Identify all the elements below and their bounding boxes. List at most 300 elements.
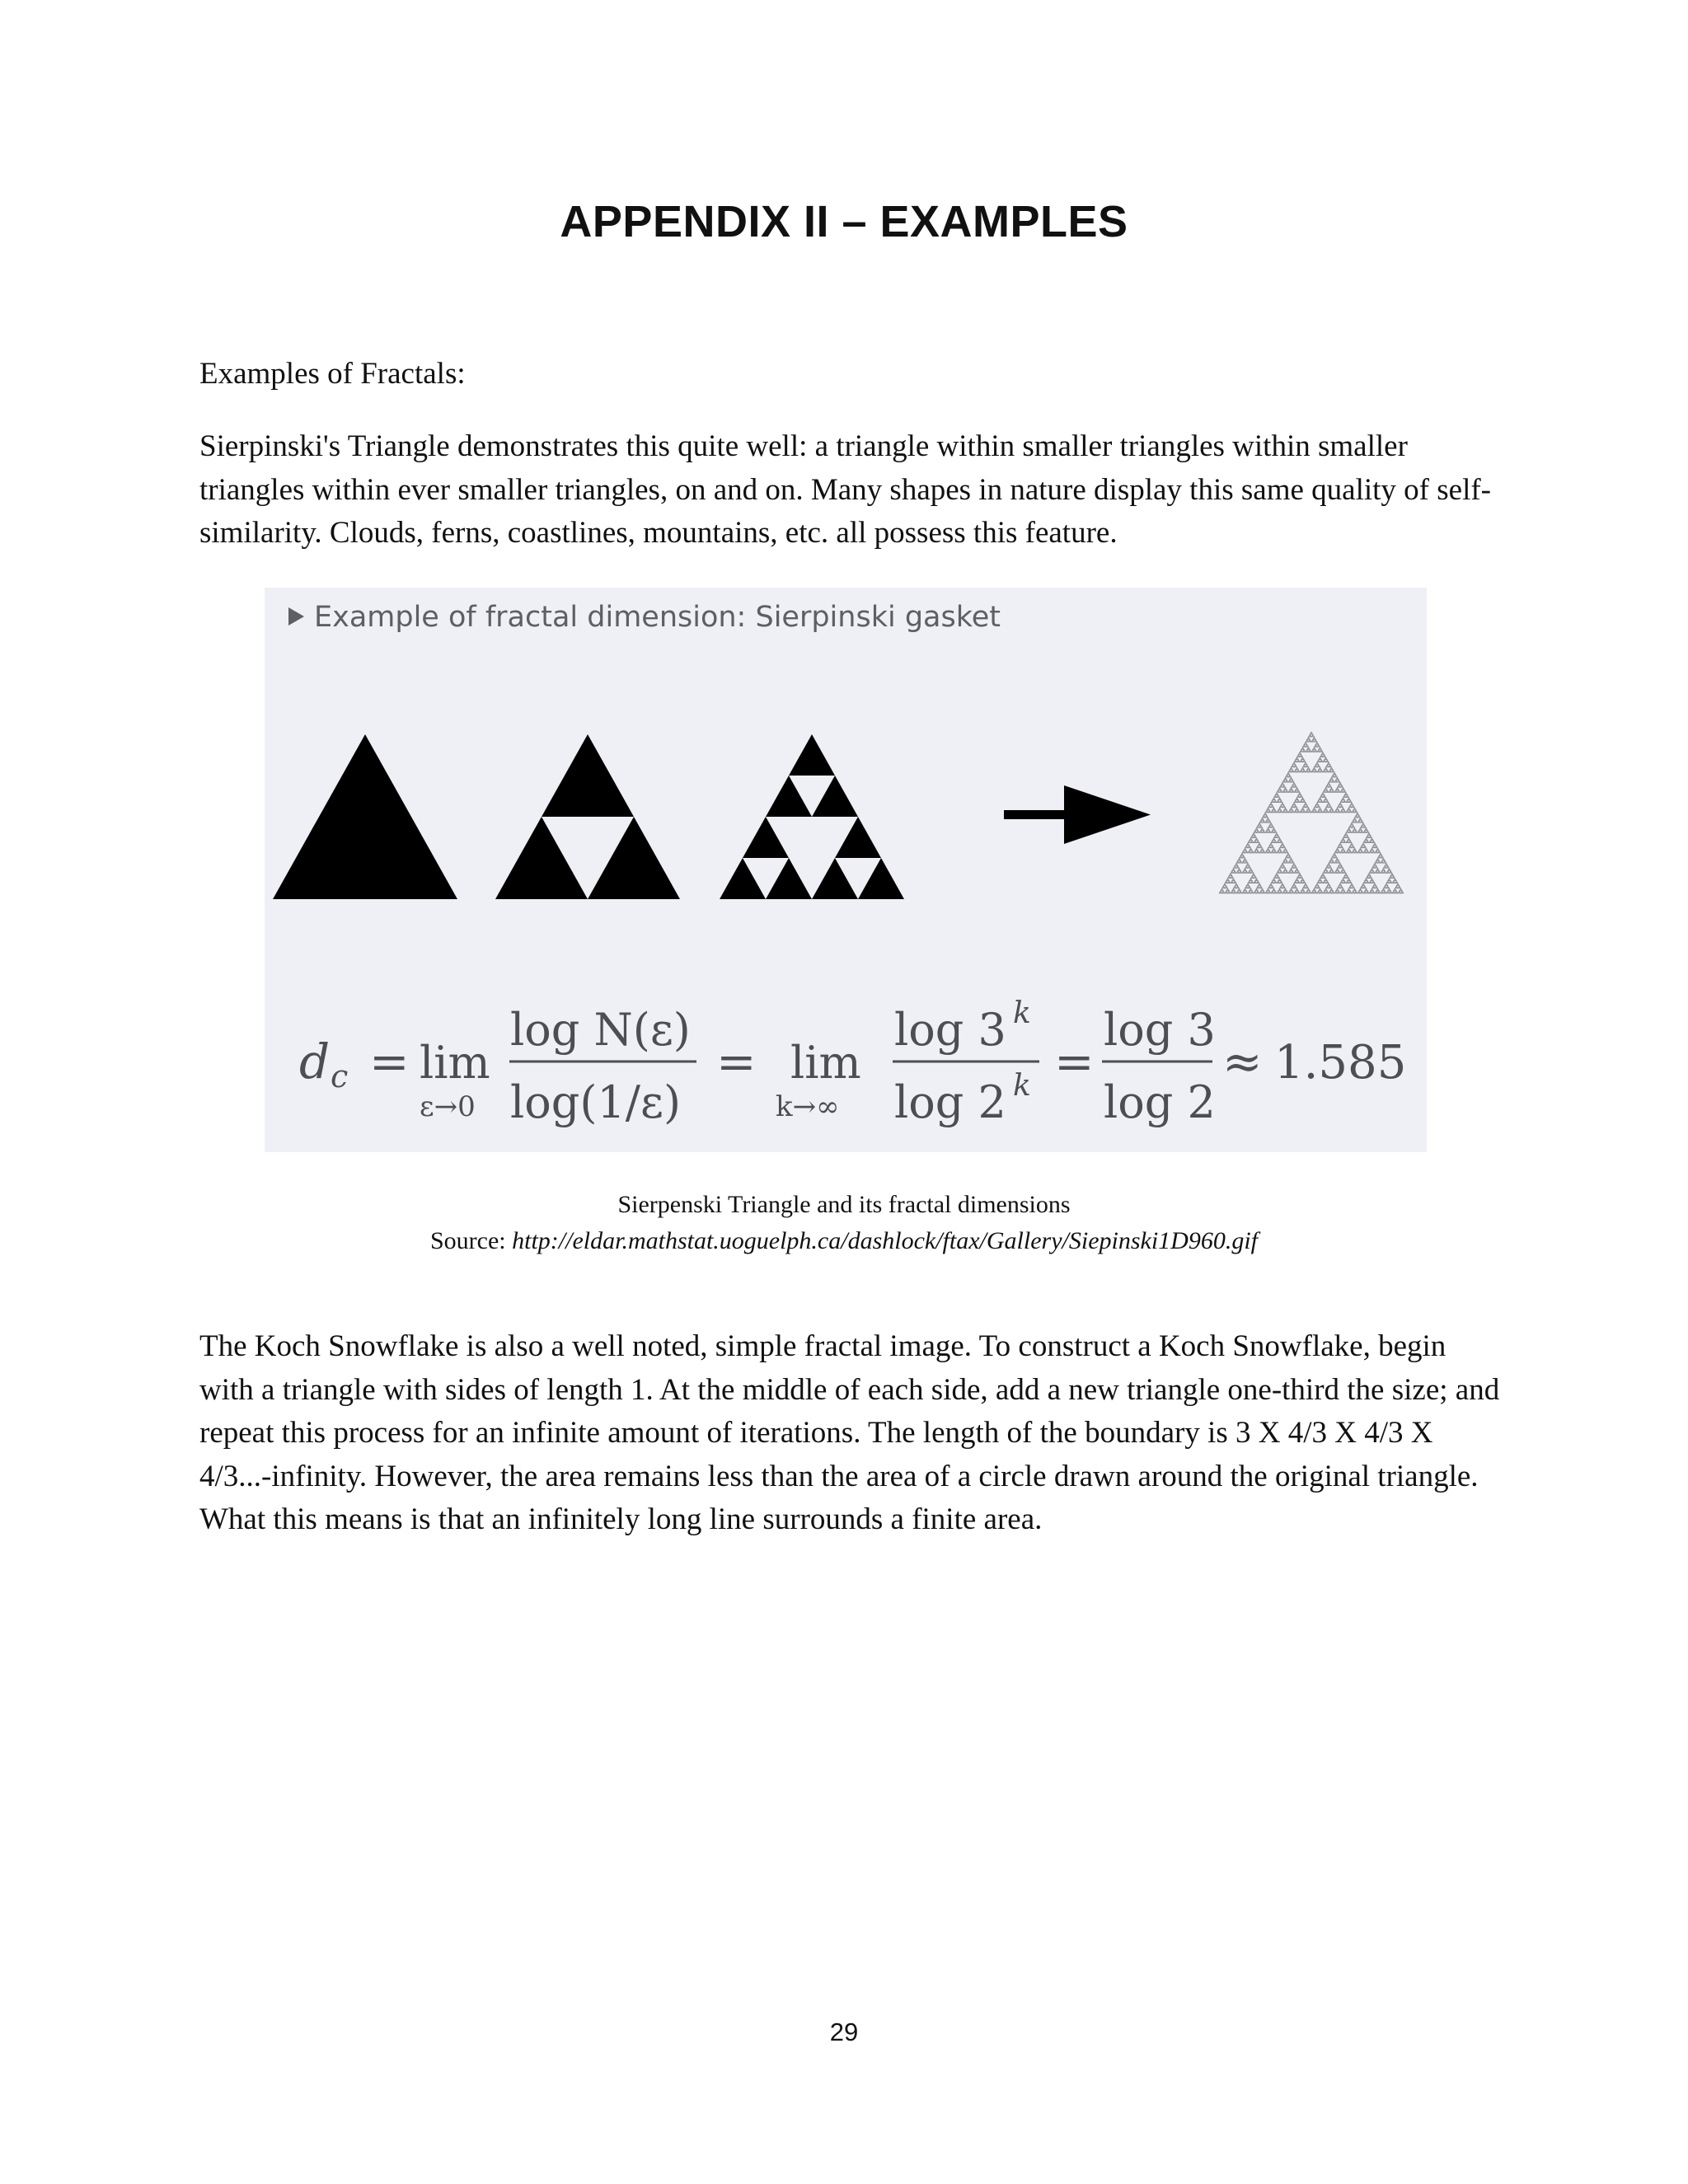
- gasket-triangle: [1378, 870, 1381, 873]
- gasket-triangle: [1315, 883, 1319, 886]
- gasket-triangle: [1290, 868, 1293, 870]
- gasket-triangle: [1323, 891, 1326, 893]
- gasket-triangle: [1240, 870, 1243, 873]
- gasket-triangle: [1338, 865, 1341, 868]
- gasket-triangle: [1309, 749, 1312, 752]
- gasket-triangle: [1327, 782, 1330, 785]
- gasket-triangle: [1306, 805, 1309, 808]
- gasket-triangle: [1343, 876, 1347, 879]
- gasket-triangle: [1288, 780, 1292, 782]
- gasket-triangle: [1255, 838, 1259, 841]
- gasket-triangle: [1378, 855, 1381, 858]
- gasket-triangle: [1245, 870, 1249, 873]
- gasket-triangle: [1333, 772, 1336, 775]
- gasket-triangle: [1317, 800, 1320, 803]
- gasket-triangle: [1234, 886, 1237, 888]
- gasket-triangle: [1288, 810, 1292, 813]
- fractal-dimension-formula: [299, 996, 1406, 1128]
- gasket-triangle: [1363, 891, 1367, 893]
- gasket-triangle: [1300, 891, 1303, 893]
- gasket-triangle: [1281, 883, 1284, 886]
- gasket-triangle: [1378, 860, 1381, 863]
- gasket-triangle: [1376, 868, 1380, 870]
- gasket-triangle: [1275, 874, 1278, 876]
- gasket-triangle: [1315, 749, 1318, 752]
- gasket-triangle: [1284, 858, 1287, 860]
- gasket-triangle: [1251, 881, 1254, 883]
- gasket-triangle: [1286, 870, 1289, 873]
- gasket-triangle: [1326, 765, 1329, 767]
- gasket-triangle: [1240, 860, 1243, 863]
- gasket-triangle: [1326, 810, 1329, 813]
- gasket-triangle: [1236, 865, 1240, 868]
- gasket-triangle: [1301, 747, 1305, 749]
- gasket-triangle: [1334, 891, 1338, 893]
- gasket-triangle: [1304, 803, 1307, 805]
- gasket-triangle: [1378, 851, 1381, 853]
- gasket-triangle: [1320, 810, 1324, 813]
- gasket-triangle: [1286, 780, 1289, 782]
- gasket-triangle: [1294, 760, 1297, 762]
- gasket-triangle: [1355, 810, 1358, 813]
- gasket-triangle: [743, 817, 789, 858]
- gasket-triangle: [1359, 888, 1362, 891]
- gasket-triangle: [1294, 870, 1297, 873]
- gasket-triangle: [1372, 846, 1376, 848]
- gasket-triangle: [1332, 891, 1335, 893]
- gasket-triangle: [1277, 795, 1280, 798]
- gasket-triangle: [1259, 846, 1263, 848]
- gasket-triangle: [1317, 749, 1320, 752]
- gasket-triangle: [1280, 886, 1283, 888]
- gasket-triangle: [1343, 870, 1347, 873]
- gasket-triangle: [1320, 755, 1324, 757]
- gasket-triangle: [1371, 888, 1374, 891]
- gasket-triangle: [1344, 793, 1348, 795]
- gasket-triangle: [1277, 836, 1280, 838]
- gasket-triangle: [1242, 851, 1245, 853]
- gasket-triangle: [1281, 782, 1284, 785]
- gasket-triangle: [1355, 820, 1358, 823]
- gasket-triangle: [1330, 767, 1334, 770]
- gasket-triangle: [1255, 827, 1259, 830]
- gasket-triangle: [1277, 800, 1280, 803]
- gasket-triangle: [1392, 876, 1395, 879]
- gasket-triangle: [1349, 886, 1353, 888]
- figure-caption-source: [0, 1223, 1688, 1259]
- gasket-triangle: [1362, 883, 1365, 886]
- gasket-triangle: [1261, 818, 1264, 820]
- gasket-triangle: [1394, 879, 1397, 881]
- gasket-triangle: [1246, 843, 1250, 846]
- gasket-triangle: [1250, 868, 1253, 870]
- gasket-triangle: [1235, 863, 1238, 865]
- gasket-triangle: [1346, 810, 1349, 813]
- gasket-triangle: [1344, 874, 1348, 876]
- gasket-triangle: [1303, 891, 1306, 893]
- gasket-triangle: [1268, 825, 1272, 827]
- gasket-triangle: [1259, 891, 1263, 893]
- gasket-triangle: [1315, 803, 1319, 805]
- gasket-triangle: [1325, 798, 1328, 800]
- gasket-triangle: [1350, 803, 1353, 805]
- gasket-triangle: [1257, 830, 1260, 832]
- gasket-triangle: [1303, 770, 1306, 772]
- gasket-triangle: [1338, 810, 1341, 813]
- gasket-triangle: [1320, 891, 1324, 893]
- gasket-triangle: [1342, 848, 1345, 851]
- gasket-triangle: [1245, 891, 1249, 893]
- gasket-triangle: [1294, 891, 1297, 893]
- gasket-triangle: [1303, 810, 1306, 813]
- gasket-triangle: [1323, 800, 1326, 803]
- gasket-triangle: [1271, 825, 1274, 827]
- gasket-triangle: [1306, 770, 1309, 772]
- gasket-triangle: [1329, 770, 1332, 772]
- gasket-triangle: [1282, 851, 1286, 853]
- gasket-triangle: [1394, 888, 1397, 891]
- gasket-triangle: [1349, 846, 1353, 848]
- gasket-triangle: [1381, 891, 1384, 893]
- gasket-triangle: [1363, 846, 1367, 848]
- gasket-triangle: [1384, 891, 1387, 893]
- gasket-triangle: [1250, 838, 1253, 841]
- formula-frac2-den: log 2: [894, 1076, 1006, 1128]
- gasket-triangle: [1325, 757, 1328, 760]
- gasket-triangle: [1297, 795, 1301, 798]
- gasket-triangle: [1350, 823, 1353, 825]
- gasket-triangle: [1315, 886, 1318, 888]
- gasket-triangle: [1294, 881, 1297, 883]
- gasket-triangle: [1323, 870, 1326, 873]
- gasket-triangle: [1311, 810, 1315, 813]
- gasket-triangle: [1353, 808, 1357, 810]
- gasket-triangle: [1267, 888, 1270, 891]
- gasket-triangle: [1234, 865, 1237, 868]
- gasket-triangle: [1352, 805, 1355, 808]
- gasket-triangle: [1248, 870, 1251, 873]
- gasket-triangle: [1313, 767, 1316, 770]
- gasket-triangle: [1284, 787, 1287, 790]
- gasket-triangle: [1390, 891, 1393, 893]
- sierpinski-limit: [1219, 732, 1404, 893]
- gasket-triangle: [1338, 891, 1341, 893]
- gasket-triangle: [1269, 803, 1273, 805]
- gasket-triangle: [1353, 827, 1357, 830]
- gasket-triangle: [1252, 874, 1255, 876]
- gasket-triangle: [1259, 830, 1263, 832]
- gasket-triangle: [1315, 742, 1319, 744]
- gasket-triangle: [1353, 818, 1357, 820]
- gasket-triangle: [1296, 879, 1299, 881]
- gasket-triangle: [1346, 891, 1349, 893]
- gasket-triangle: [1255, 879, 1259, 881]
- gasket-triangle: [1250, 848, 1253, 851]
- gasket-triangle: [1352, 891, 1355, 893]
- gasket-triangle: [1284, 868, 1287, 870]
- gasket-triangle: [1273, 848, 1276, 851]
- gasket-triangle: [1343, 881, 1347, 883]
- gasket-triangle: [1400, 888, 1403, 891]
- gasket-triangle: [1401, 891, 1404, 893]
- gasket-triangle: [1326, 785, 1329, 787]
- formula-equals-1: =: [369, 1033, 410, 1090]
- gasket-triangle: [1367, 874, 1371, 876]
- gasket-triangle: [1288, 775, 1292, 777]
- gasket-triangle: [1357, 891, 1361, 893]
- gasket-triangle: [1392, 881, 1395, 883]
- gasket-triangle: [1294, 785, 1297, 787]
- gasket-triangle: [1321, 793, 1325, 795]
- gasket-triangle: [1346, 836, 1349, 838]
- gasket-triangle: [1296, 787, 1299, 790]
- gasket-triangle: [1292, 765, 1295, 767]
- gasket-triangle: [1297, 770, 1301, 772]
- gasket-triangle: [1269, 883, 1273, 886]
- gasket-triangle: [1236, 860, 1240, 863]
- gasket-triangle: [1349, 881, 1353, 883]
- gasket-triangle: [1325, 787, 1328, 790]
- gasket-triangle: [1392, 891, 1395, 893]
- gasket-triangle: [1306, 765, 1309, 767]
- gasket-triangle: [1388, 879, 1391, 881]
- gasket-triangle: [1339, 843, 1342, 846]
- gasket-triangle: [1343, 851, 1347, 853]
- gasket-triangle: [1290, 767, 1293, 770]
- gasket-triangle: [1280, 785, 1283, 787]
- gasket-triangle: [1359, 848, 1362, 851]
- gasket-triangle: [1268, 851, 1272, 853]
- koch-paragraph: The Koch Snowflake is also a well noted, simple fractal image. To construct a Koch Snowflake, begin with a triangle with sides of length 1. At the middle of each side, add a new triangle one-third the size; and repeat this process for an infinite amount of iterations. The length of the boundary is 3 X 4/3 X 4/3 X 4/3...-infinity. However, the area remains less than the area of a circle drawn around the original triangle. What this means is that an infinitely long line surrounds a finite area.: [199, 1329, 1500, 1536]
- gasket-triangle: [1367, 830, 1370, 832]
- gasket-triangle: [1338, 846, 1341, 848]
- gasket-triangle: [1386, 891, 1390, 893]
- gasket-triangle: [720, 858, 766, 899]
- gasket-triangle: [1265, 810, 1268, 813]
- page-number: 29: [829, 2018, 859, 2046]
- gasket-triangle: [1315, 770, 1318, 772]
- gasket-triangle: [1271, 800, 1274, 803]
- gasket-triangle: [1355, 851, 1358, 853]
- gasket-triangle: [1386, 865, 1390, 868]
- gasket-triangle: [1323, 790, 1326, 792]
- gasket-triangle: [1282, 870, 1286, 873]
- gasket-triangle: [588, 817, 680, 899]
- gasket-triangle: [1317, 891, 1320, 893]
- gasket-triangle: [1282, 891, 1286, 893]
- gasket-triangle: [1332, 870, 1335, 873]
- gasket-triangle: [1274, 795, 1278, 798]
- formula-frac1-num: log N(ε): [510, 1004, 691, 1056]
- gasket-triangle: [812, 858, 858, 899]
- gasket-triangle: [1320, 881, 1324, 883]
- gasket-triangle: [1292, 870, 1295, 873]
- gasket-triangle: [1381, 860, 1384, 863]
- gasket-triangle: [1259, 820, 1263, 823]
- gasket-triangle: [1278, 879, 1282, 881]
- gasket-triangle: [1280, 881, 1283, 883]
- gasket-triangle: [1234, 870, 1237, 873]
- gasket-triangle: [1307, 767, 1311, 770]
- gasket-triangle: [1323, 810, 1326, 813]
- gasket-triangle: [1339, 782, 1342, 785]
- gasket-triangle: [1261, 827, 1264, 830]
- gasket-triangle: [1274, 830, 1278, 832]
- gasket-triangle: [1310, 732, 1313, 734]
- gasket-triangle: [1286, 810, 1289, 813]
- gasket-triangle: [1265, 820, 1268, 823]
- gasket-triangle: [1361, 825, 1364, 827]
- gasket-triangle: [1277, 790, 1280, 792]
- gasket-triangle: [1321, 752, 1325, 755]
- gasket-triangle: [1334, 851, 1338, 853]
- gasket-triangle: [1346, 881, 1349, 883]
- gasket-triangle: [1371, 868, 1374, 870]
- formula-lim-1: lim: [420, 1037, 490, 1089]
- gasket-triangle: [1284, 888, 1287, 891]
- gasket-triangle: [1282, 805, 1286, 808]
- gasket-triangle: [1369, 881, 1372, 883]
- gasket-triangle: [1340, 870, 1343, 873]
- gasket-triangle: [1329, 765, 1332, 767]
- gasket-triangle: [1307, 737, 1311, 739]
- gasket-triangle: [1265, 830, 1268, 832]
- gasket-triangle: [1372, 851, 1376, 853]
- gasket-triangle: [1343, 800, 1347, 803]
- gasket-triangle: [1223, 883, 1226, 886]
- gasket-triangle: [1319, 879, 1322, 881]
- gasket-triangle: [1300, 795, 1303, 798]
- gasket-triangle: [1296, 798, 1299, 800]
- gasket-triangle: [1384, 870, 1387, 873]
- gasket-triangle: [1309, 739, 1312, 742]
- gasket-triangle: [1297, 755, 1301, 757]
- gasket-triangle: [1384, 860, 1387, 863]
- gasket-triangle: [1251, 870, 1254, 873]
- gasket-triangle: [1395, 881, 1399, 883]
- gasket-triangle: [1350, 843, 1353, 846]
- gasket-triangle: [1282, 785, 1286, 787]
- gasket-triangle: [1372, 881, 1376, 883]
- gasket-triangle: [1390, 876, 1393, 879]
- gasket-triangle: [1294, 886, 1297, 888]
- gasket-triangle: [1306, 744, 1309, 747]
- gasket-triangle: [1245, 846, 1249, 848]
- gasket-triangle: [1375, 851, 1378, 853]
- gasket-triangle: [1287, 772, 1290, 775]
- gasket-triangle: [1323, 770, 1326, 772]
- gasket-triangle: [1280, 891, 1283, 893]
- formula-frac2-den-sup: k: [1013, 1069, 1031, 1103]
- sierpinski-level-2: [720, 734, 904, 899]
- gasket-triangle: [1395, 886, 1399, 888]
- gasket-triangle: [1385, 863, 1388, 865]
- gasket-triangle: [1290, 858, 1293, 860]
- gasket-triangle: [1301, 879, 1305, 881]
- gasket-triangle: [1342, 868, 1345, 870]
- gasket-triangle: [1251, 876, 1254, 879]
- gasket-triangle: [1296, 808, 1299, 810]
- gasket-triangle: [1274, 841, 1278, 843]
- gasket-triangle: [1325, 767, 1328, 770]
- gasket-triangle: [1280, 846, 1283, 848]
- gasket-triangle: [1244, 888, 1247, 891]
- formula-frac1-den: log(1/ε): [510, 1076, 682, 1128]
- gasket-triangle: [1382, 868, 1386, 870]
- gasket-triangle: [1259, 825, 1263, 827]
- gasket-triangle: [1280, 800, 1283, 803]
- gasket-triangle: [1340, 805, 1343, 808]
- gasket-triangle: [1326, 865, 1329, 868]
- gasket-triangle: [1342, 879, 1345, 881]
- gasket-triangle: [1303, 886, 1306, 888]
- gasket-triangle: [1268, 891, 1272, 893]
- gasket-triangle: [1244, 868, 1247, 870]
- gasket-triangle: [1267, 827, 1270, 830]
- sierpinski-level-1: [495, 734, 680, 899]
- gasket-triangle: [1255, 848, 1259, 851]
- gasket-triangle: [1251, 891, 1254, 893]
- gasket-triangle: [1320, 876, 1324, 879]
- gasket-triangle: [1300, 800, 1303, 803]
- gasket-triangle: [1277, 891, 1280, 893]
- gasket-triangle: [1361, 851, 1364, 853]
- gasket-triangle: [1301, 888, 1305, 891]
- formula-result: 1.585: [1274, 1036, 1407, 1090]
- gasket-triangle: [1320, 800, 1324, 803]
- gasket-triangle: [1388, 888, 1391, 891]
- gasket-triangle: [1375, 860, 1378, 863]
- gasket-triangle: [1292, 863, 1296, 865]
- gasket-triangle: [1271, 891, 1274, 893]
- gasket-triangle: [1271, 851, 1274, 853]
- gasket-triangle: [1274, 876, 1278, 879]
- formula-frac2-num: log 3: [894, 1004, 1006, 1056]
- gasket-triangle: [1348, 827, 1351, 830]
- gasket-triangle: [1376, 858, 1380, 860]
- gasket-triangle: [1300, 810, 1303, 813]
- gasket-triangle: [1235, 883, 1238, 886]
- gasket-triangle: [1281, 843, 1284, 846]
- gasket-triangle: [1257, 891, 1260, 893]
- gasket-triangle: [1323, 876, 1326, 879]
- gasket-triangle: [1238, 868, 1241, 870]
- gasket-triangle: [1225, 891, 1228, 893]
- gasket-triangle: [1309, 770, 1312, 772]
- gasket-triangle: [1303, 805, 1306, 808]
- gasket-triangle: [1340, 846, 1343, 848]
- gasket-triangle: [1286, 775, 1289, 777]
- gasket-triangle: [1304, 883, 1307, 886]
- gasket-triangle: [1278, 787, 1282, 790]
- gasket-triangle: [1259, 886, 1263, 888]
- gasket-triangle: [1329, 780, 1332, 782]
- gasket-triangle: [1292, 780, 1295, 782]
- gasket-triangle: [1290, 888, 1293, 891]
- gasket-triangle: [1319, 757, 1322, 760]
- gasket-triangle: [1348, 848, 1351, 851]
- gasket-triangle: [1277, 870, 1280, 873]
- gasket-triangle: [1343, 891, 1347, 893]
- gasket-triangle: [1240, 855, 1243, 858]
- gasket-triangle: [1290, 808, 1293, 810]
- formula-approx: ≈: [1222, 1033, 1263, 1090]
- gasket-triangle: [1307, 888, 1311, 891]
- gasket-triangle: [1288, 770, 1292, 772]
- gasket-triangle: [1326, 790, 1329, 792]
- gasket-triangle: [1282, 860, 1286, 863]
- gasket-triangle: [1379, 853, 1382, 855]
